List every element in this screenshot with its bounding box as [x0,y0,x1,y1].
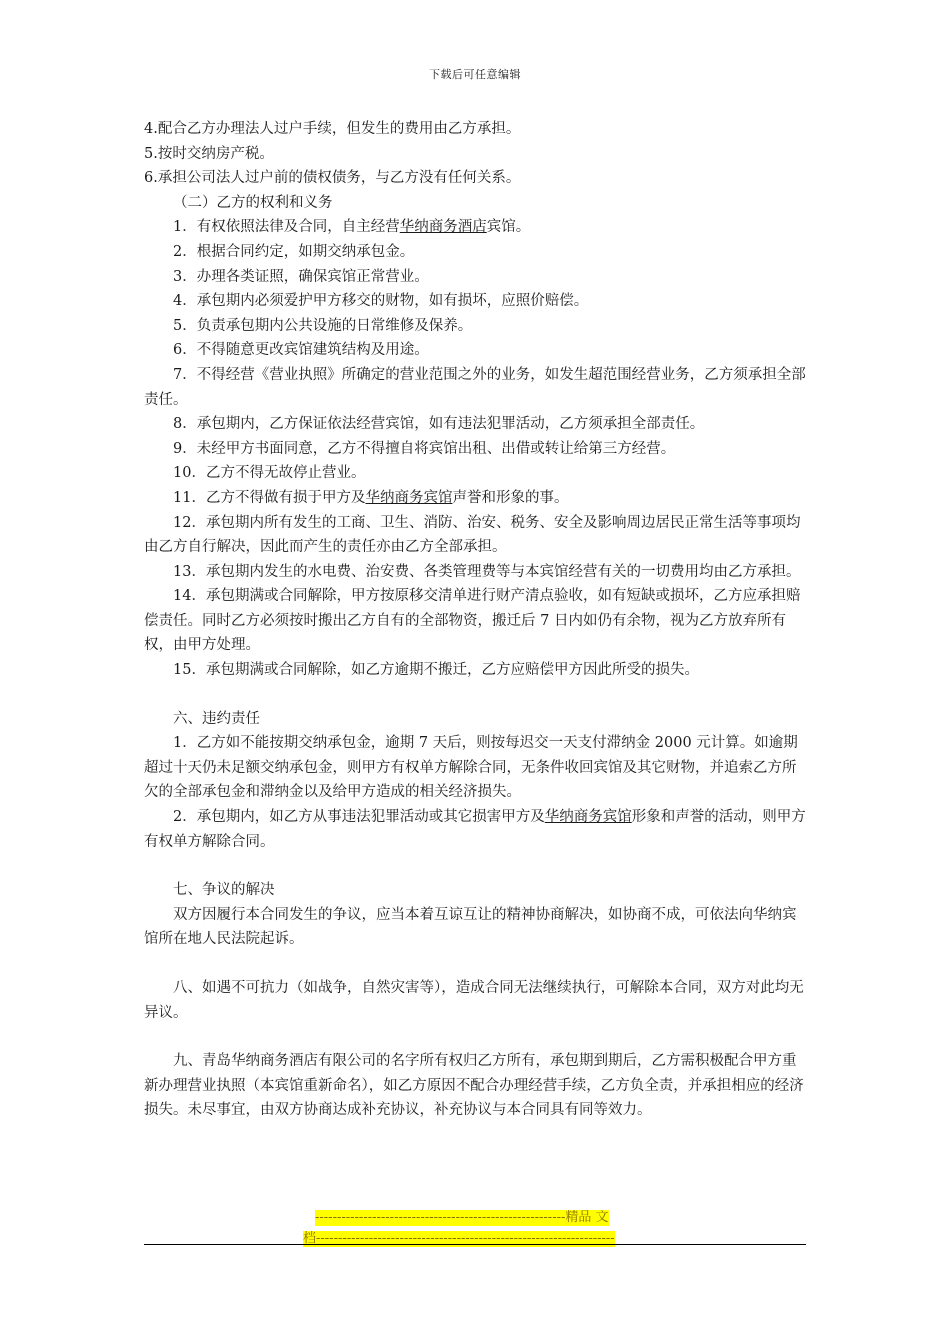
section-force-majeure: 八、如遇不可抗力（如战争，自然灾害等），造成合同无法继续执行，可解除本合同，双方对此均无异议。 [144,980,804,1021]
hotel-name-link: 华纳商务宾馆 [365,489,453,506]
clause-b2: 2．根据合同约定，如期交纳承包金。 [173,243,415,260]
section-heading-breach: 六、违约责任 [173,710,260,727]
clause-b13: 13．承包期内发生的水电费、治安费、各类管理费等与本宾馆经营有关的一切费用均由乙方承担。 [173,563,801,580]
disputes-text: 双方因履行本合同发生的争议，应当本着互谅互让的精神协商解决，如协商不成，可依法向华纳宾馆所在地人民法院起诉。 [144,906,797,948]
clause-b9: 9．未经甲方书面同意，乙方不得擅自将宾馆出租、出借或转让给第三方经营。 [173,440,676,457]
clause-a6: 6.承担公司法人过户前的债权债务，与乙方没有任何关系。 [144,170,521,187]
clause-b8: 8．承包期内，乙方保证依法经营宾馆，如有违法犯罪活动，乙方须承担全部责任。 [173,416,705,433]
breach-clause-2: 2．承包期内，如乙方从事违法犯罪活动或其它损害甲方及华纳商务宾馆形象和声誉的活动，则甲方有权单方解除合同。 [144,809,806,850]
section-heading-party-b-rights: （二）乙方的权利和义务 [173,194,333,211]
clause-b14: 14．承包期满或合同解除，甲方按原移交清单进行财产清点验收，如有短缺或损坏，乙方应承担赔偿责任。同时乙方必须按时搬出乙方自有的全部物资，搬迁后 7 日内如仍有余物，视为乙方放弃所有权，由甲方处理。 [144,588,801,654]
clause-b6: 6．不得随意更改宾馆建筑结构及用途。 [173,342,429,359]
clause-b5: 5．负责承包期内公共设施的日常维修及保养。 [173,317,473,334]
section-heading-disputes: 七、争议的解决 [173,882,275,899]
section-company-name: 九、青岛华纳商务酒店有限公司的名字所有权归乙方所有，承包期到期后，乙方需积极配合甲方重新办理营业执照（本宾馆重新命名），如乙方原因不配合办理经营手续，乙方负全责，并承担相应的经济损失。未尽事宜，由双方协商达成补充协议，补充协议与本合同具有同等效力。 [144,1053,804,1119]
clause-b11: 11．乙方不得做有损于甲方及华纳商务宾馆声誉和形象的事。 [173,489,569,506]
hotel-name-link: 华纳商务宾馆 [544,809,632,826]
clause-b3: 3．办理各类证照，确保宾馆正常营业。 [173,268,429,285]
clause-b12: 12．承包期内所有发生的工商、卫生、消防、治安、税务、安全及影响周边居民正常生活等事项均由乙方自行解决，因此而产生的责任亦由乙方全部承担。 [144,514,801,556]
clause-b15: 15．承包期满或合同解除，如乙方逾期不搬迁，乙方应赔偿甲方因此所受的损失。 [173,662,699,679]
page-header: 下载后可任意编辑 [429,68,521,81]
clause-b7: 7．不得经营《营业执照》所确定的营业范围之外的业务，如发生超范围经营业务，乙方须承担全部责任。 [144,366,806,408]
footer-line-1: ---------------------------------------------------------精品 文 [315,1210,609,1225]
clause-b1: 1．有权依照法律及合同，自主经营华纳商务酒店宾馆。 [173,219,531,236]
clause-b4: 4．承包期内必须爱护甲方移交的财物，如有损坏，应照价赔偿。 [173,293,589,310]
document-body [144,117,806,1123]
footer-line-2: 档-------------------------------------------------------------------- [303,1231,615,1246]
clause-a5: 5.按时交纳房产税。 [144,145,274,162]
breach-clause-1: 1．乙方如不能按期交纳承包金，逾期 7 天后，则按每迟交一天支付滞纳金 2000 元计算。如逾期超过十天仍未足额交纳承包金，则甲方有权单方解除合同，无条件收回宾馆及其它财物，并追索乙方所欠的全部承包金和滞纳金以及给甲方造成的相关经济损失。 [144,735,798,801]
clause-b10: 10．乙方不得无故停止营业。 [173,465,366,482]
footer-watermark [303,1210,648,1252]
footer-divider [144,1244,806,1245]
clause-a4: 4.配合乙方办理法人过户手续，但发生的费用由乙方承担。 [144,121,521,137]
hotel-name-link: 华纳商务酒店 [399,219,487,236]
